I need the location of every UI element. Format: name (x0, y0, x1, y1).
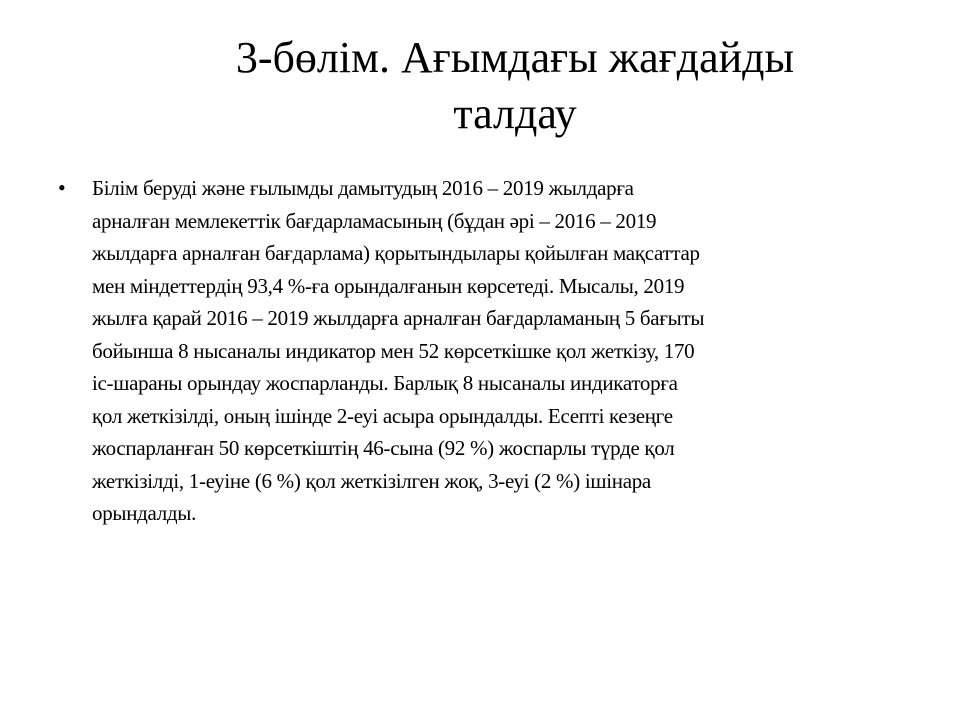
bullet-icon: • (58, 175, 66, 200)
bullet-text (92, 172, 908, 530)
body-line-7: іс-шараны орындау жоспарланды. Барлық 8 нысаналы индикаторға (92, 371, 678, 395)
body-line-4: мен міндеттердің 93,4 %-ға орындалғанын көрсетеді. Мысалы, 2019 (92, 273, 685, 298)
bullet-list (58, 172, 908, 530)
body-line-10: жеткізілді, 1-еуіне (6 %) қол жеткізілген жоқ, 3-еуі (2 %) ішінара (92, 468, 651, 493)
body-line-2: арналған мемлекеттік бағдарламасының (бұдан әрі – 2016 – 2019 (92, 208, 657, 233)
body-line-5: жылға қарай 2016 – 2019 жылдарға арналған бағдарламаның 5 бағыты (92, 306, 705, 330)
slide-title (100, 30, 930, 142)
body-line-3: жылдарға арналған бағдарлама) қорытындылары қойылған мақсаттар (92, 241, 700, 265)
title-line-1: 3-бөлім. Ағымдағы жағдайды (235, 33, 795, 82)
title-line-2: талдау (453, 89, 577, 138)
bullet-item (58, 172, 908, 530)
body-line-11: орындалды. (92, 501, 197, 525)
body-line-1: Білім беруді және ғылымды дамытудың 2016 – 2019 жылдарға (92, 176, 634, 200)
body-line-9: жоспарланған 50 көрсеткіштің 46-сына (92 %) жоспарлы түрде қол (92, 436, 675, 460)
body-line-6: бойынша 8 нысаналы индикатор мен 52 көрсеткішке қол жеткізу, 170 (92, 338, 695, 363)
body-line-8: қол жеткізілді, оның ішінде 2-еуі асыра орындалды. Есепті кезеңге (92, 403, 673, 428)
